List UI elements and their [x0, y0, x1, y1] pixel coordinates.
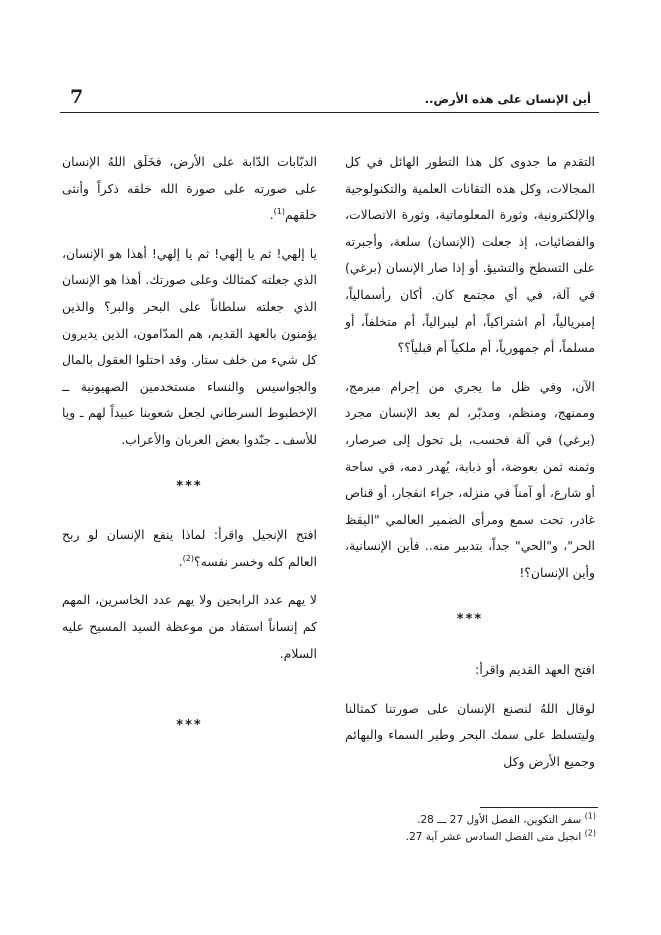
right-column	[345, 149, 595, 787]
paragraph	[62, 522, 317, 575]
footnote-text: سفر التكوين، الفصل الأول 27 ـــ 28.	[417, 814, 582, 826]
paragraph-end: .	[269, 207, 274, 223]
paragraph-text: الدبّابات الدّابة على الأرض، فخَلَق اللهُ الإنسان على صورته على صورة الله خلقه ذكراً وأنثى خلقهم	[62, 154, 317, 223]
paragraph: افتح العهد القديم واقرأ:	[475, 662, 595, 678]
footnote-marker: (2)	[584, 828, 596, 838]
paragraph: الآن، وفي ظل ما يجري من إجرام مبرمج، وممنهج، ومنظم، ومدبّر، لم يعد الإنسان مجرد (برغي) في آلة فحسب، بل تحول إلى صرصار، وثمنه ثمن بعوضة، أو ذبابة، يُهدر دمه، في ساحة أو شارع، أو آمناً في منزله، جراء انفجار، أو قناص غادر، تحت سمع ومرأى الضمير العالمي "اليقظ الحر"، و"الحي" جداً، بتدبير منه.. فأين الإنسانية، وأين الإنسان؟!	[345, 378, 595, 580]
paragraph	[62, 149, 317, 229]
paragraph: لا يهم عدد الرابحين ولا يهم عدد الخاسرين، المهم كم إنساناً استفاد من موعظة السيد المسيح عليه السلام.	[62, 592, 317, 661]
footnote-text: انجيل متى الفصل السادس عشر آية 27.	[405, 831, 582, 843]
footnote	[360, 829, 596, 846]
section-separator: ***	[176, 478, 203, 494]
running-title: أين الإنسان على هذه الأرض..	[424, 92, 591, 106]
footnotes	[360, 812, 596, 846]
paragraph: التقدم ما جدوى كل هذا التطور الهائل في كل المجالات، وكل هذه التقانات العلمية والتكنولوجية والإلكترونية، وثورة المعلوماتية، وثورة الاتصالات، والفضائيات، إذ جعلت (الإنسان) سلعة، وأجبرته على التسطح والتشيؤ. أو إذا صار الإنسان (برغي) في آلة، في أي مجتمع كان. أكان رأسمالياً، إمبريالياً، أم اشتراكياً، أم ليبرالياً، أم متخلفاً، أو مسلماً، أم جمهورياً، أم ملكياً أم قبلياً؟؟	[345, 154, 595, 356]
section-separator: ***	[456, 611, 484, 627]
paragraph: يا إلهي! ثم يا إلهي! ثم يا إلهي! أهذا هو الإنسان، الذي جعلته كمثالك وعلى صورتك. أهذا هو الإنسان الذي جعلته سلطاناً على البحر والبر؟ والذين يؤمنون بالعهد القديم، هم المدّامون، الذين يديرون كل شيء من خلف ستار. وقد احتلوا العقول بالمال والجواسيس والنساء مستخدمين الصهيونية ــ الإخطبوط السرطاني لجعل شعوبنا عبيداً لهم ـ ويا للأسف ـ جنّدوا بعض العربان والأعراب.	[62, 245, 317, 447]
page-number: 7	[70, 86, 84, 108]
paragraph: لوقال اللهُ لنصنع الإنسان على صورتنا كمثالنا وليتسلط على سمك البحر وطير السماء والبهائم وجميع الأرض وكل	[345, 700, 595, 769]
footnote-reference: (1)	[273, 207, 285, 217]
footnote-reference: (2)	[182, 553, 195, 563]
section-separator: ***	[176, 718, 203, 734]
footnote	[360, 812, 596, 829]
footnote-divider	[480, 807, 598, 808]
left-column	[62, 149, 317, 740]
paragraph-text: افتح الإنجيل واقرأ: لماذا ينفع الإنسان لو ربح العالم كله وخسر نفسه؟	[62, 527, 317, 569]
page-header	[60, 82, 599, 113]
footnote-marker: (1)	[584, 811, 596, 821]
paragraph-end: .	[178, 553, 183, 569]
